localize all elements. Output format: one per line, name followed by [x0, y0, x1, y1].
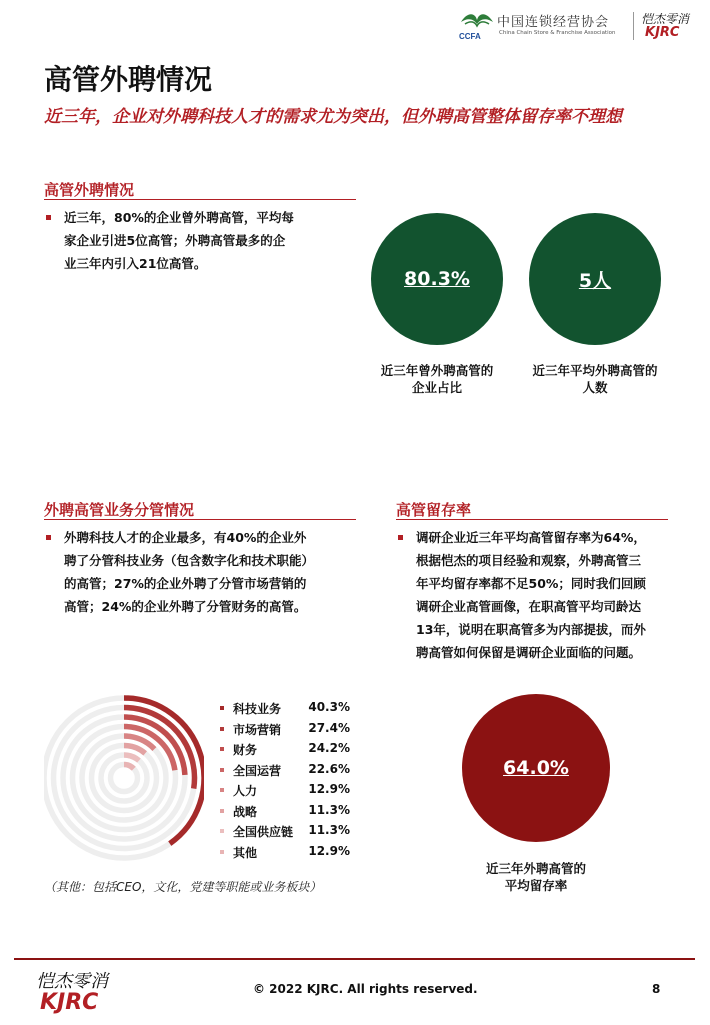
legend-label: 全国运营 — [233, 763, 282, 778]
legend-marker — [220, 747, 224, 751]
legend-item — [218, 823, 358, 844]
legend-marker — [220, 829, 224, 833]
bullet-line: 近三年，80%的企业曾外聘高管，平均每 — [64, 210, 294, 225]
legend-marker — [220, 727, 224, 731]
bullet-line: 的高管；27%的企业外聘了分管市场营销的 — [64, 576, 307, 591]
legend-label: 人力 — [233, 784, 258, 798]
bullet-line: 调研企业高管画像，在职高管平均司龄达 — [416, 599, 642, 614]
legend-label: 战略 — [233, 804, 258, 819]
kjrc-logo-chinese: 恺杰零消 — [641, 12, 690, 26]
legend-marker — [220, 788, 224, 792]
ccfa-mark-text: CCFA — [459, 32, 481, 40]
legend-value: 12.9% — [308, 782, 350, 796]
legend-value: 11.3% — [308, 802, 350, 817]
chart-note: （其他：包括CEO，文化，党建等职能或业务板块） — [44, 880, 322, 894]
section-rule — [396, 519, 668, 520]
legend-item — [218, 741, 358, 762]
ring-bar-6 — [124, 746, 145, 754]
bullet-executive-hiring — [44, 206, 294, 275]
chart-legend — [218, 700, 358, 864]
legend-value: 12.9% — [308, 843, 350, 858]
legend-value: 27.4% — [308, 720, 350, 735]
header-divider — [633, 12, 634, 40]
bullet-line: 13年，说明在职高管多为内部提拔，而外 — [416, 622, 646, 637]
legend-label: 科技业务 — [233, 702, 282, 716]
footer-logo-chinese: 恺杰零消 — [36, 971, 108, 992]
legend-marker — [220, 809, 224, 813]
legend-value: 22.6% — [308, 761, 350, 776]
caption-line: 企业占比 — [411, 380, 462, 395]
ccfa-name: 中国连锁经营协会 — [497, 15, 610, 30]
bullet-marker — [46, 535, 51, 540]
legend-item — [218, 803, 358, 824]
legend-value: 40.3% — [308, 700, 350, 714]
stat-caption-hiring-ratio — [357, 362, 517, 396]
caption-line: 人数 — [582, 380, 608, 395]
legend-label: 全国供应链 — [233, 825, 294, 839]
section-title-executive-hiring: 高管外聘情况 — [44, 181, 135, 199]
caption-line: 近三年平均外聘高管的 — [532, 363, 658, 378]
stat-circle-hiring-ratio — [371, 213, 503, 345]
stat-circle-avg-hires — [529, 213, 661, 345]
section-rule — [44, 519, 356, 520]
bullet-business-areas — [44, 526, 314, 618]
bullet-marker — [46, 215, 51, 220]
footer-rule — [14, 958, 695, 960]
legend-item — [218, 782, 358, 803]
header-logo — [457, 8, 697, 44]
legend-label: 其他 — [233, 845, 258, 860]
bullet-line: 聘了分管科技业务（包含数字化和技术职能） — [64, 553, 315, 568]
section-title-business-areas: 外聘高管业务分管情况 — [44, 501, 195, 519]
ccfa-english-name: China Chain Store & Franchise Association — [499, 30, 616, 36]
bullet-line: 高管；24%的企业外聘了分管财务的高管。 — [64, 599, 307, 614]
legend-marker — [220, 706, 224, 710]
footer-logo-english: KJRC — [40, 990, 99, 1015]
stat-value: 5人 — [578, 269, 612, 292]
stat-circle-retention — [462, 694, 610, 842]
kjrc-logo-english: KJRC — [645, 25, 680, 40]
ccfa-logo-icon — [457, 10, 497, 40]
bullet-line: 年平均留存率都不足50%；同时我们回顾 — [416, 576, 646, 591]
bullet-line: 家企业引进5位高管；外聘高管最多的企 — [64, 233, 286, 248]
caption-line: 近三年曾外聘高管的 — [380, 363, 494, 378]
legend-value: 24.2% — [308, 741, 350, 755]
stat-value: 64.0% — [503, 757, 569, 779]
caption-line: 近三年外聘高管的 — [485, 861, 586, 876]
bullet-line: 调研企业近三年平均高管留存率为64%， — [416, 530, 646, 545]
bullet-line: 外聘科技人才的企业最多，有40%的企业外 — [64, 530, 307, 545]
legend-marker — [220, 850, 224, 854]
legend-item — [218, 844, 358, 865]
legend-marker — [220, 768, 224, 772]
ring-bar-8 — [124, 765, 134, 769]
legend-label: 财务 — [233, 743, 258, 757]
legend-item — [218, 762, 358, 783]
legend-label: 市场营销 — [233, 722, 282, 737]
stat-caption-retention — [456, 860, 616, 894]
bullet-line: 根据恺杰的项目经验和观察，外聘高管三 — [416, 553, 642, 568]
bullet-marker — [398, 535, 403, 540]
page-title: 高管外聘情况 — [44, 63, 213, 96]
stat-caption-avg-hires — [515, 362, 675, 396]
legend-value: 11.3% — [308, 823, 350, 837]
caption-line: 平均留存率 — [504, 878, 568, 893]
stat-value: 80.3% — [404, 268, 470, 290]
bullet-retention — [396, 526, 646, 664]
radial-bar-chart — [44, 688, 204, 868]
bullet-line: 业三年内引入21位高管。 — [64, 256, 207, 271]
section-title-retention: 高管留存率 — [396, 501, 472, 519]
copyright-text: © 2022 KJRC. All rights reserved. — [253, 982, 478, 996]
page-number: 8 — [652, 982, 661, 996]
page-subtitle: 近三年，企业对外聘科技人才的需求尤为突出，但外聘高管整体留存率不理想 — [44, 107, 622, 127]
legend-item — [218, 700, 358, 721]
ring-bar-7 — [124, 755, 139, 761]
legend-item — [218, 721, 358, 742]
bullet-line: 聘高管如何保留是调研企业面临的问题。 — [416, 645, 642, 660]
section-rule — [44, 199, 356, 200]
